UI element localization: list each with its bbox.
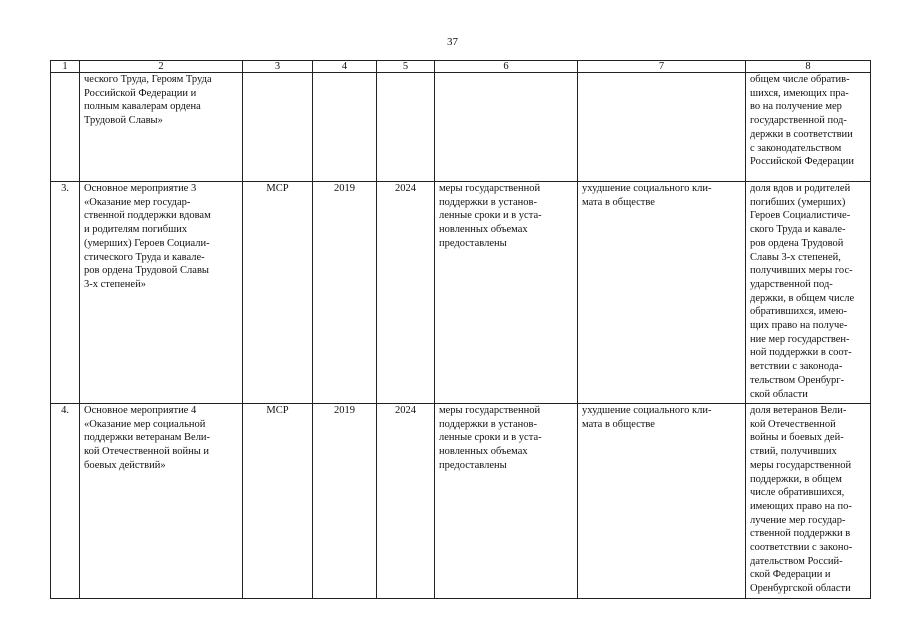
table-row <box>51 73 871 182</box>
row-number: 3. <box>51 182 80 404</box>
start-year: 2019 <box>313 404 377 599</box>
column-header-8: 8 <box>746 61 871 73</box>
column-number-row <box>51 61 871 73</box>
measure-name: ческого Труда, Героям Труда Российской Федерации и полным кавалерам ордена Трудовой Славы» <box>80 73 243 182</box>
column-header-5: 5 <box>377 61 435 73</box>
expected-result: меры государственной поддержки в установ- ленные сроки и в уста- новленных объемах предоставлены <box>435 404 578 599</box>
column-header-7: 7 <box>578 61 746 73</box>
indicator: доля вдов и родителей погибших (умерших) Героев Социалистиче- ского Труда и кавале- ров ордена Трудовой Славы 3-х степеней, получивших меры гос- ударственной под- держки, в общем числе обратившихся, имею- щих право на получе- ние мер государствен- ной поддержки в соот- ветствии с законода- тельством Оренбург- ской области <box>746 182 871 404</box>
indicator: общем числе обратив- шихся, имеющих пра- во на получение мер государственной под- держки в соответствии с законодательством Российской Федерации <box>746 73 871 182</box>
measure-name: Основное мероприятие 4 «Оказание мер социальной поддержки ветеранам Вели- кой Отечественной войны и боевых действий» <box>80 404 243 599</box>
consequence <box>578 73 746 182</box>
start-year <box>313 73 377 182</box>
column-header-1: 1 <box>51 61 80 73</box>
page-number: 37 <box>447 36 458 48</box>
consequence: ухудшение социального кли- мата в обществе <box>578 182 746 404</box>
executor <box>243 73 313 182</box>
column-header-3: 3 <box>243 61 313 73</box>
consequence: ухудшение социального кли- мата в обществе <box>578 404 746 599</box>
end-year: 2024 <box>377 404 435 599</box>
executor: МСР <box>243 182 313 404</box>
expected-result <box>435 73 578 182</box>
table-row <box>51 182 871 404</box>
expected-result: меры государственной поддержки в установ- ленные сроки и в уста- новленных объемах предоставлены <box>435 182 578 404</box>
end-year: 2024 <box>377 182 435 404</box>
indicator: доля ветеранов Вели- кой Отечественной войны и боевых дей- ствий, получивших меры государственной поддержки, в общем числе обратившихся, имеющих право на по- лучение мер государ- ственной поддержки в соответствии с законо- дательством Россий- ской Федерации и Оренбургской области <box>746 404 871 599</box>
column-header-6: 6 <box>435 61 578 73</box>
column-header-2: 2 <box>80 61 243 73</box>
column-header-4: 4 <box>313 61 377 73</box>
executor: МСР <box>243 404 313 599</box>
measures-table <box>50 60 871 599</box>
measure-name: Основное мероприятие 3 «Оказание мер государ- ственной поддержки вдовам и родителям погибших (умерших) Героев Социали- стического Труда и кавале- ров ордена Трудовой Славы 3-х степеней» <box>80 182 243 404</box>
row-number: 4. <box>51 404 80 599</box>
start-year: 2019 <box>313 182 377 404</box>
table-row <box>51 404 871 599</box>
row-number <box>51 73 80 182</box>
end-year <box>377 73 435 182</box>
